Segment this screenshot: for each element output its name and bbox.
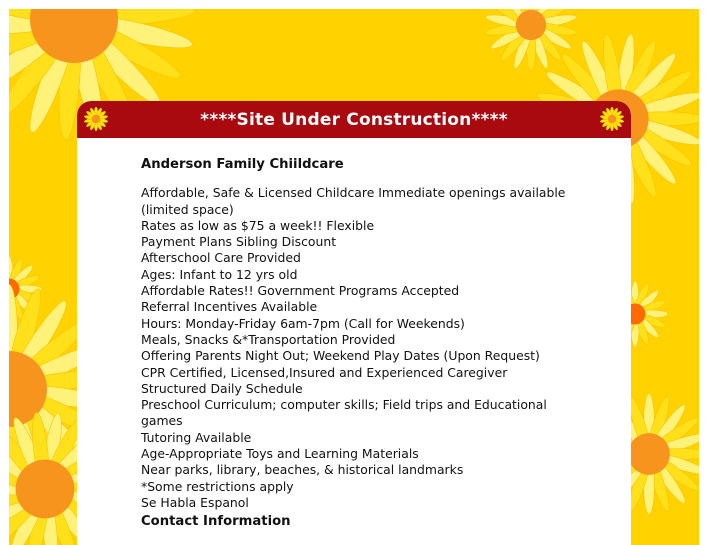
info-line: Near parks, library, beaches, & historical landmarks (141, 462, 464, 478)
info-line: Ages: Infant to 12 yrs old (141, 266, 298, 282)
info-list (141, 185, 571, 511)
content-card (77, 101, 631, 545)
info-line: Hours: Monday-Friday 6am-7pm (Call for Weekends) (141, 315, 465, 331)
contact-heading: Contact Information (141, 514, 291, 530)
sunflower-icon (84, 107, 108, 131)
info-line: Age-Appropriate Toys and Learning Materials (141, 446, 419, 462)
sunflower-icon (600, 107, 624, 131)
info-line: Affordable Rates!! Government Programs Accepted (141, 283, 460, 299)
info-line: Se Habla Espanol (141, 494, 249, 510)
main-content (141, 157, 571, 531)
info-line: Payment Plans Sibling Discount (141, 234, 337, 250)
sunflower-icon (485, 9, 578, 71)
sunflower-icon (84, 107, 108, 131)
sunflower-icon (600, 107, 624, 131)
info-line: Referral Incentives Available (141, 299, 318, 315)
info-line: Rates as low as $75 a week!! Flexible (141, 217, 375, 233)
info-line: Preschool Curriculum; computer skills; Field trips and Educational games (141, 397, 547, 429)
info-line: Affordable, Safe & Licensed Childcare Immediate openings available (limited space) (141, 185, 566, 217)
info-line: CPR Certified, Licensed,Insured and Experienced Caregiver (141, 364, 508, 380)
info-line: Afterschool Care Provided (141, 250, 301, 266)
page-background (9, 9, 699, 545)
business-name: Anderson Family Chiildcare (141, 157, 344, 172)
info-line: Meals, Snacks &*Transportation Provided (141, 331, 396, 347)
info-line: Offering Parents Night Out; Weekend Play Dates (Upon Request) (141, 348, 540, 364)
info-line: *Some restrictions apply (141, 478, 294, 494)
banner-title: ****Site Under Construction**** (200, 109, 508, 130)
banner (77, 101, 631, 138)
info-line: Tutoring Available (141, 429, 252, 445)
info-line: Structured Daily Schedule (141, 380, 303, 396)
